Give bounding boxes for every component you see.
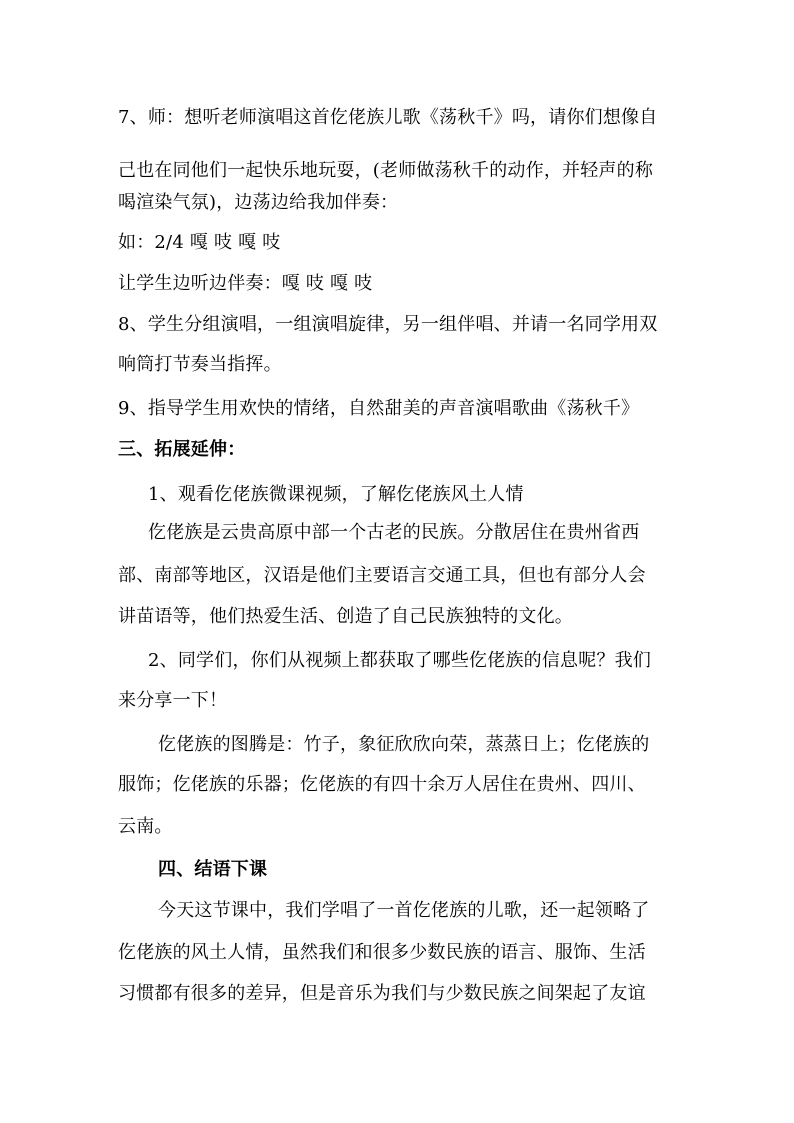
paragraph-line: 今天这节课中，我们学唱了一首仡佬族的儿歌，还一起领略了 [158, 900, 650, 921]
section-heading-conclusion: 四、结语下课 [158, 859, 268, 880]
paragraph-line: 来分享一下！ [118, 690, 228, 711]
paragraph-line: 喝渲染气氛)，边荡边给我加伴奏： [118, 192, 399, 213]
paragraph-line: 7、师：想听老师演唱这首仡佬族儿歌《荡秋千》吗，请你们想像自 [118, 107, 658, 128]
paragraph-line: 仡佬族的风土人情，虽然我们和很多少数民族的语言、服饰、生活 [118, 942, 646, 963]
subsection-line: 1、观看仡佬族微课视频，了解仡佬族风土人情 [148, 484, 524, 505]
paragraph-line: 云南。 [118, 816, 173, 837]
paragraph-line: 讲苗语等，他们热爱生活、创造了自己民族独特的文化。 [118, 606, 573, 627]
paragraph-line: 仡佬族是云贵高原中部一个古老的民族。分散居住在贵州省西 [148, 522, 640, 543]
paragraph-line: 部、南部等地区，汉语是他们主要语言交通工具，但也有部分人会 [118, 565, 646, 586]
paragraph-line: 仡佬族的图腾是：竹子，象征欣欣向荣，蒸蒸日上；仡佬族的 [158, 734, 650, 755]
rhythm-example-line: 如：2/4 嘎 吱 嘎 吱 [118, 232, 281, 253]
paragraph-line: 8、学生分组演唱，一组演唱旋律，另一组伴唱、并请一名同学用双 [118, 314, 658, 335]
paragraph-line: 习惯都有很多的差异，但是音乐为我们与少数民族之间架起了友谊 [118, 983, 646, 1004]
section-heading-extension: 三、拓展延伸： [118, 439, 246, 460]
paragraph-line: 响筒打节奏当指挥。 [118, 354, 282, 375]
subsection-line: 2、同学们，你们从视频上都获取了哪些仡佬族的信息呢？我们 [148, 650, 652, 671]
rhythm-practice-line: 让学生边听边伴奏：嘎 吱 嘎 吱 [118, 273, 373, 294]
paragraph-line: 服饰；仡佬族的乐器；仡佬族的有四十余万人居住在贵州、四川、 [118, 774, 646, 795]
paragraph-line: 己也在同他们一起快乐地玩耍，(老师做荡秋千的动作，并轻声的称 [118, 160, 654, 181]
paragraph-line: 9、指导学生用欢快的情绪，自然甜美的声音演唱歌曲《荡秋千》 [118, 398, 640, 419]
